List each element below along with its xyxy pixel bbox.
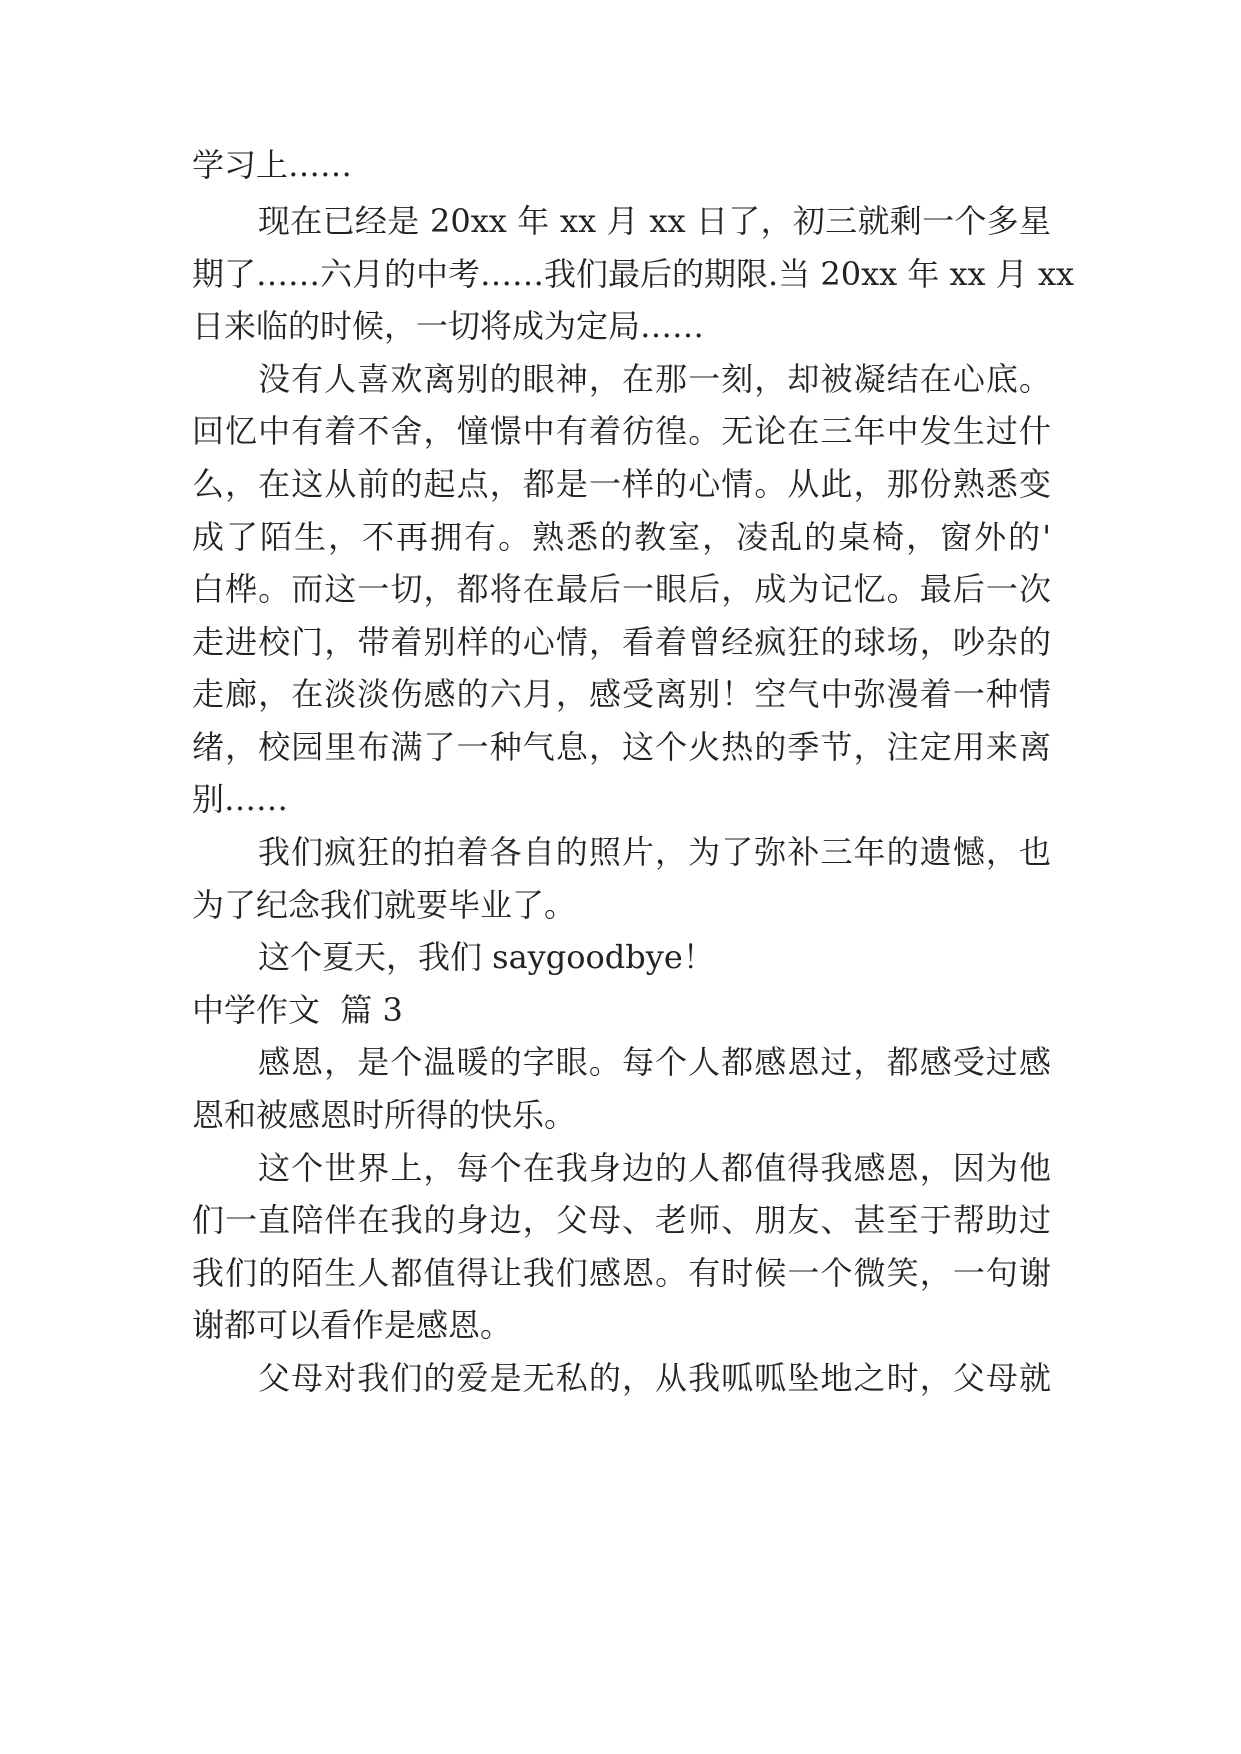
paragraph-first-line	[0, 823, 1241, 881]
line-text: 成了陌生，不再拥有。熟悉的教室，凌乱的桌椅，窗外的'	[192, 518, 1051, 556]
line-text: 感恩，是个温暖的字眼。每个人都感恩过，都感受过感	[258, 1043, 1051, 1081]
line-text: 别……	[192, 780, 289, 818]
paragraph-first-line	[0, 350, 1241, 408]
text-line	[0, 665, 1241, 723]
text-line	[0, 1191, 1241, 1249]
paragraph-first-line	[0, 192, 1241, 250]
line-text: 走进校门，带着别样的心情，看着曾经疯狂的球场，吵杂的	[192, 623, 1051, 661]
line-text: 现在已经是 20xx 年 xx 月 xx 日了，初三就剩一个多星	[258, 202, 1051, 240]
text-line	[0, 560, 1241, 618]
line-text: 回忆中有着不舍，憧憬中有着彷徨。无论在三年中发生过什	[192, 412, 1051, 450]
text-line	[0, 402, 1241, 460]
line-text: 为了纪念我们就要毕业了。	[192, 886, 577, 924]
line-text: 学习上……	[192, 146, 353, 184]
paragraph-first-line	[0, 1139, 1241, 1197]
line-text: 谢都可以看作是感恩。	[192, 1306, 513, 1344]
text-line	[0, 1244, 1241, 1302]
line-text: 么，在这从前的起点，都是一样的心情。从此，那份熟悉变	[192, 465, 1051, 503]
text-line	[0, 1086, 1241, 1144]
paragraph-first-line	[0, 1033, 1241, 1091]
text-line	[0, 1296, 1241, 1354]
line-text: 绪，校园里布满了一种气息，这个火热的季节，注定用来离	[192, 728, 1051, 766]
line-text: 没有人喜欢离别的眼神，在那一刻，却被凝结在心底。	[258, 360, 1051, 398]
section-heading	[0, 981, 1241, 1039]
line-text: 这个世界上，每个在我身边的人都值得我感恩，因为他	[258, 1149, 1051, 1187]
text-line	[0, 718, 1241, 776]
text-line	[0, 613, 1241, 671]
paragraph-first-line	[0, 928, 1241, 986]
section-heading-text: 中学作文 篇 3	[192, 991, 403, 1029]
text-line	[0, 770, 1241, 828]
line-text: 这个夏天，我们 saygoodbye！	[258, 938, 715, 976]
line-text: 恩和被感恩时所得的快乐。	[192, 1096, 577, 1134]
text-line	[0, 136, 1241, 194]
text-line	[0, 876, 1241, 934]
paragraph-first-line	[0, 1349, 1241, 1407]
text-line	[0, 508, 1241, 566]
text-line	[0, 245, 1241, 303]
line-text: 期了……六月的中考……我们最后的期限.当 20xx 年 xx 月 xx	[192, 255, 1075, 293]
line-text: 白桦。而这一切，都将在最后一眼后，成为记忆。最后一次	[192, 570, 1051, 608]
line-text: 走廊，在淡淡伤感的六月，感受离别！空气中弥漫着一种情	[192, 675, 1051, 713]
line-text: 们一直陪伴在我的身边，父母、老师、朋友、甚至于帮助过	[192, 1201, 1051, 1239]
line-text: 父母对我们的爱是无私的，从我呱呱坠地之时，父母就	[258, 1359, 1051, 1397]
text-line	[0, 455, 1241, 513]
text-line	[0, 297, 1241, 355]
line-text: 日来临的时候，一切将成为定局……	[192, 307, 705, 345]
line-text: 我们疯狂的拍着各自的照片，为了弥补三年的遗憾，也	[258, 833, 1051, 871]
line-text: 我们的陌生人都值得让我们感恩。有时候一个微笑，一句谢	[192, 1254, 1051, 1292]
